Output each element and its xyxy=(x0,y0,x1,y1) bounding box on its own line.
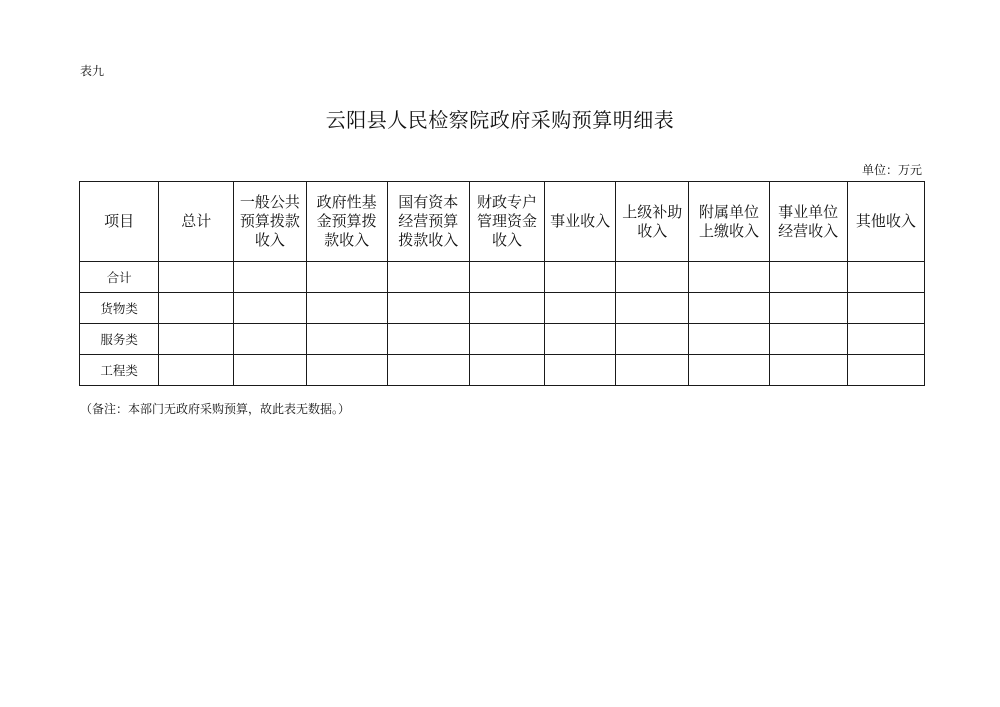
table-cell xyxy=(847,293,924,324)
table-row xyxy=(80,293,925,324)
row-label: 工程类 xyxy=(80,355,159,386)
table-body xyxy=(80,262,925,386)
table-header xyxy=(80,182,925,262)
table-cell xyxy=(234,293,306,324)
table-cell xyxy=(769,324,847,355)
table-cell xyxy=(234,262,306,293)
table-cell xyxy=(847,324,924,355)
table-cell xyxy=(469,355,544,386)
table-number: 表九 xyxy=(80,64,105,78)
unit-label: 单位：万元 xyxy=(861,163,922,177)
table-cell xyxy=(769,293,847,324)
table-cell xyxy=(159,293,234,324)
table-cell xyxy=(689,262,769,293)
table-cell xyxy=(689,355,769,386)
row-label: 货物类 xyxy=(80,293,159,324)
table-cell xyxy=(234,324,306,355)
table-cell xyxy=(847,262,924,293)
table-cell xyxy=(689,324,769,355)
table-cell xyxy=(387,324,469,355)
column-header-state-capital-budget: 国有资本 经营预算 拨款收入 xyxy=(387,182,469,262)
procurement-budget-table xyxy=(79,181,925,386)
table-cell xyxy=(616,324,689,355)
table-row xyxy=(80,262,925,293)
table-cell xyxy=(387,262,469,293)
row-label: 服务类 xyxy=(80,324,159,355)
table-cell xyxy=(306,324,387,355)
table-cell xyxy=(545,293,616,324)
column-header-superior-subsidy: 上级补助 收入 xyxy=(616,182,689,262)
column-header-total: 总计 xyxy=(159,182,234,262)
table-cell xyxy=(387,293,469,324)
table-cell xyxy=(689,293,769,324)
table-cell xyxy=(306,262,387,293)
column-header-business-income: 事业收入 xyxy=(545,182,616,262)
table-cell xyxy=(545,324,616,355)
table-cell xyxy=(387,355,469,386)
column-header-other-income: 其他收入 xyxy=(847,182,924,262)
column-header-business-unit-operating: 事业单位 经营收入 xyxy=(769,182,847,262)
column-header-item: 项目 xyxy=(80,182,159,262)
table-cell xyxy=(159,262,234,293)
table-cell xyxy=(306,355,387,386)
column-header-affiliated-unit-payment: 附属单位 上缴收入 xyxy=(689,182,769,262)
table-row xyxy=(80,324,925,355)
table-cell xyxy=(469,293,544,324)
footnote: （备注：本部门无政府采购预算，故此表无数据。） xyxy=(80,402,351,416)
row-label: 合计 xyxy=(80,262,159,293)
table-cell xyxy=(159,355,234,386)
table-cell xyxy=(469,262,544,293)
table-cell xyxy=(616,262,689,293)
table-cell xyxy=(616,355,689,386)
header-row xyxy=(80,182,925,262)
table-cell xyxy=(769,262,847,293)
page-title: 云阳县人民检察院政府采购预算明细表 xyxy=(325,108,675,132)
table-cell xyxy=(159,324,234,355)
table-row xyxy=(80,355,925,386)
table-cell xyxy=(306,293,387,324)
table-cell xyxy=(847,355,924,386)
table-cell xyxy=(616,293,689,324)
table-cell xyxy=(545,262,616,293)
table-cell xyxy=(469,324,544,355)
table-cell xyxy=(234,355,306,386)
column-header-government-fund-budget: 政府性基 金预算拨 款收入 xyxy=(306,182,387,262)
table-cell xyxy=(769,355,847,386)
column-header-fiscal-special-account: 财政专户 管理资金 收入 xyxy=(469,182,544,262)
column-header-general-public-budget: 一般公共 预算拨款 收入 xyxy=(234,182,306,262)
table-cell xyxy=(545,355,616,386)
